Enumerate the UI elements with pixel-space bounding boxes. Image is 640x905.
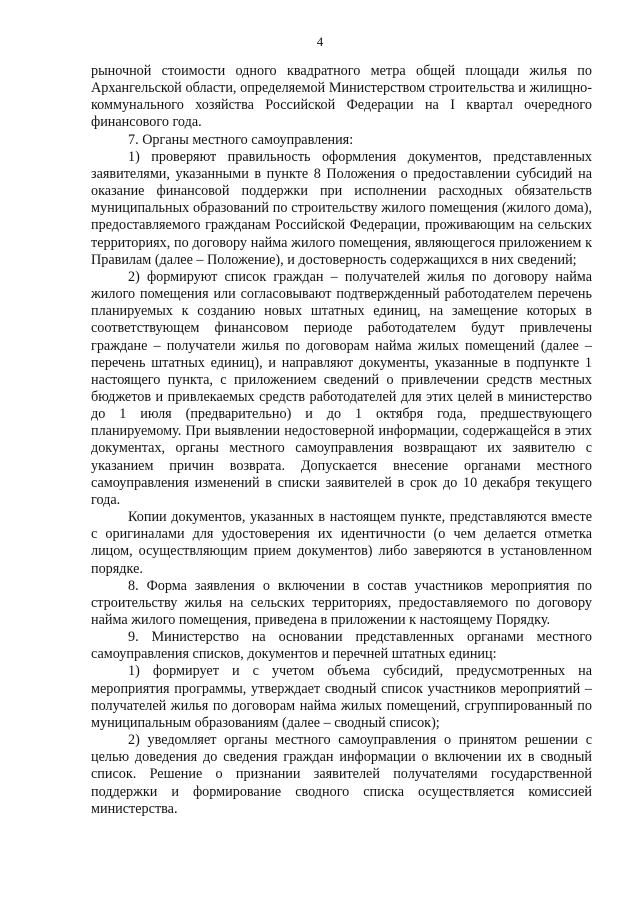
document-body [91, 63, 592, 818]
paragraph-item-7-heading: 7. Органы местного самоуправления: [128, 131, 354, 148]
paragraph-item-9-heading: 9. Министерство на основании представленных органами местного самоуправления списков, документов и перечней штатных единиц: [91, 629, 592, 663]
paragraph-document-copies: Копии документов, указанных в настоящем пункте, представляются вместе с оригиналами для удостоверения их идентичности (о чем делается отметка лицом, осуществляющим прием документов) либо заверяются в установленном порядке. [91, 509, 592, 577]
paragraph-item-9-subitem-2: 2) уведомляет органы местного самоуправления о принятом решении с целью доведения до сведения граждан информации о включении их в сводный список. Решение о признании заявителей получателями государственной поддержки и формирование сводного списка осуществляется комиссией министерства. [91, 732, 592, 817]
paragraph-item-8: 8. Форма заявления о включении в состав участников мероприятия по строительству жилья на сельских территориях, предоставляемого по договору найма жилого помещения, приведена в приложении к настоящему Порядку. [91, 577, 592, 628]
page-number: 4 [316, 34, 324, 49]
paragraph-item-9-subitem-1: 1) формирует и с учетом объема субсидий, предусмотренных на мероприятия программы, утверждает сводный список участников мероприятий – получателей жилья по договорам найма жилых помещений, сгруппированный по муниципальным образованиям (далее – сводный список); [91, 663, 592, 731]
paragraph-market-value-continuation: рыночной стоимости одного квадратного метра общей площади жилья по Архангельской области, определяемой Министерством строительства и жилищно-коммунального хозяйства Российской Федерации на I квартал очередного финансового года. [91, 63, 592, 131]
paragraph-item-7-subitem-2: 2) формируют список граждан – получателей жилья по договору найма жилого помещения или согласовывают подтвержденный работодателем перечень планируемых к созданию новых штатных единиц, на замещение которых в соответствующем финансовом периоде работодателем будут привлечены граждане – получатели жилья по договорам найма жилых помещений (далее – перечень штатных единиц), и направляют документы, указанные в подпункте 1 настоящего пункта, с приложением сведений о привлечении средств местных бюджетов и привлекаемых средств работодателей для этих целей в министерство до 1 июля (предварительно) и до 1 октября года, предшествующего планируемому. При выявлении недостоверной информации, содержащейся в этих документах, органы местного самоуправления возвращают их заявителю с указанием причин возврата. Допускается внесение органами местного самоуправления изменений в списки заявителей в срок до 10 декабря текущего года. [91, 268, 592, 508]
paragraph-item-7-subitem-1: 1) проверяют правильность оформления документов, представленных заявителями, указанными в пункте 8 Положения о предоставлении субсидий на оказание финансовой поддержки при исполнении расходных обязательств муниципальных образований по строительству жилого помещения (жилого дома), предоставляемого гражданам Российской Федерации, проживающим на сельских территориях, по договору найма жилого помещения, являющегося приложением к Правилам (далее – Положение), и достоверность содержащихся в них сведений; [91, 148, 592, 268]
